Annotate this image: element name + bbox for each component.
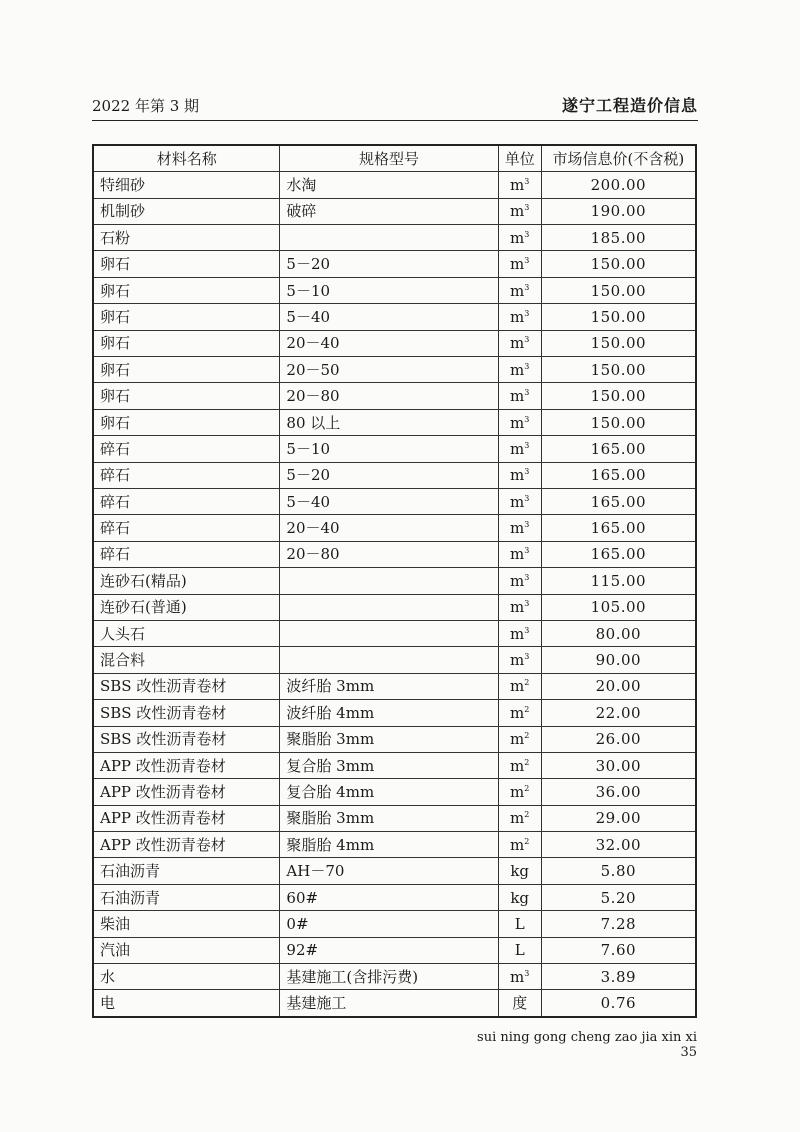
unit-exponent: 3: [524, 467, 530, 477]
market-price: 165.00: [541, 436, 696, 462]
unit-exponent: 2: [524, 836, 530, 846]
table-row: [93, 541, 696, 567]
material-unit: [498, 357, 541, 383]
unit-exponent: 2: [524, 783, 530, 793]
material-unit: [498, 172, 541, 198]
market-price: 36.00: [541, 779, 696, 805]
unit-base: m: [510, 202, 525, 221]
material-unit: [498, 884, 541, 910]
material-unit: [498, 964, 541, 990]
material-spec: 5－20: [280, 251, 498, 277]
market-price: 150.00: [541, 409, 696, 435]
material-unit: [498, 568, 541, 594]
table-row: [93, 647, 696, 673]
material-unit: [498, 911, 541, 937]
market-price: 185.00: [541, 225, 696, 251]
material-name: 碎石: [93, 436, 280, 462]
unit-exponent: 3: [524, 493, 530, 503]
unit-exponent: 3: [524, 652, 530, 662]
material-unit: [498, 541, 541, 567]
market-price: 22.00: [541, 700, 696, 726]
material-spec: 5－10: [280, 277, 498, 303]
material-spec: 20－80: [280, 541, 498, 567]
material-name: 连砂石(普通): [93, 594, 280, 620]
table-row: [93, 172, 696, 198]
market-price: 165.00: [541, 541, 696, 567]
material-spec: 80 以上: [280, 409, 498, 435]
material-spec: 20－50: [280, 357, 498, 383]
market-price: 150.00: [541, 357, 696, 383]
material-name: 碎石: [93, 541, 280, 567]
table-row: [93, 884, 696, 910]
unit-base: m: [510, 677, 525, 696]
table-row: [93, 225, 696, 251]
material-name: 碎石: [93, 515, 280, 541]
table-row: [93, 251, 696, 277]
unit-exponent: 2: [524, 678, 530, 688]
unit-exponent: 3: [524, 388, 530, 398]
page-header: [92, 90, 698, 121]
column-header-spec: 规格型号: [280, 145, 498, 172]
unit-exponent: 2: [524, 757, 530, 767]
unit-exponent: 2: [524, 731, 530, 741]
table-row: [93, 330, 696, 356]
unit-base: m: [510, 255, 525, 274]
issue-label: 2022 年第 3 期: [92, 97, 200, 115]
material-name: APP 改性沥青卷材: [93, 832, 280, 858]
price-table: [92, 144, 697, 1018]
material-spec: 5－40: [280, 304, 498, 330]
unit-base: m: [510, 651, 525, 670]
market-price: 7.60: [541, 937, 696, 963]
unit-exponent: 3: [524, 203, 530, 213]
table-row: [93, 436, 696, 462]
market-price: 7.28: [541, 911, 696, 937]
unit-exponent: 3: [524, 968, 530, 978]
market-price: 115.00: [541, 568, 696, 594]
material-unit: [498, 277, 541, 303]
material-unit: [498, 779, 541, 805]
unit-base: m: [510, 307, 525, 326]
unit-base: m: [510, 334, 525, 353]
material-name: 碎石: [93, 488, 280, 514]
material-name: APP 改性沥青卷材: [93, 752, 280, 778]
material-spec: 60#: [280, 884, 498, 910]
material-name: 水: [93, 964, 280, 990]
material-unit: [498, 620, 541, 646]
material-name: SBS 改性沥青卷材: [93, 726, 280, 752]
market-price: 30.00: [541, 752, 696, 778]
market-price: 165.00: [541, 488, 696, 514]
market-price: 190.00: [541, 198, 696, 224]
material-spec: 5－20: [280, 462, 498, 488]
material-unit: [498, 198, 541, 224]
unit-base: m: [510, 967, 525, 986]
material-spec: 92#: [280, 937, 498, 963]
market-price: 165.00: [541, 462, 696, 488]
page-footer: sui ning gong cheng zao jia xin xi 35: [477, 1030, 697, 1060]
material-spec: [280, 568, 498, 594]
unit-exponent: 3: [524, 546, 530, 556]
table-row: [93, 594, 696, 620]
unit-exponent: 3: [524, 520, 530, 530]
unit-base: m: [510, 466, 525, 485]
table-row: [93, 726, 696, 752]
market-price: 26.00: [541, 726, 696, 752]
material-spec: 复合胎 3mm: [280, 752, 498, 778]
market-price: 80.00: [541, 620, 696, 646]
unit-base: kg: [510, 888, 530, 907]
material-unit: [498, 990, 541, 1017]
market-price: 200.00: [541, 172, 696, 198]
material-name: 连砂石(精品): [93, 568, 280, 594]
material-name: SBS 改性沥青卷材: [93, 673, 280, 699]
material-unit: [498, 225, 541, 251]
table-row: [93, 198, 696, 224]
material-name: 卵石: [93, 357, 280, 383]
material-spec: 基建施工(含排污费): [280, 964, 498, 990]
unit-base: m: [510, 360, 525, 379]
material-spec: [280, 647, 498, 673]
table-row: [93, 277, 696, 303]
column-header-name: 材料名称: [93, 145, 280, 172]
unit-exponent: 3: [524, 440, 530, 450]
unit-base: m: [510, 756, 525, 775]
material-spec: 基建施工: [280, 990, 498, 1017]
table-row: [93, 832, 696, 858]
table-header-row: [93, 145, 696, 172]
table-row: [93, 858, 696, 884]
material-spec: 5－10: [280, 436, 498, 462]
material-name: 石油沥青: [93, 884, 280, 910]
material-unit: [498, 937, 541, 963]
material-spec: 聚脂胎 3mm: [280, 726, 498, 752]
unit-base: m: [510, 809, 525, 828]
market-price: 150.00: [541, 383, 696, 409]
material-unit: [498, 330, 541, 356]
material-unit: [498, 436, 541, 462]
publication-title: 遂宁工程造价信息: [561, 96, 698, 115]
unit-base: m: [510, 413, 525, 432]
market-price: 165.00: [541, 515, 696, 541]
unit-exponent: 3: [524, 229, 530, 239]
material-spec: 波纤胎 4mm: [280, 700, 498, 726]
material-spec: [280, 594, 498, 620]
unit-exponent: 3: [524, 625, 530, 635]
material-unit: [498, 858, 541, 884]
table-row: [93, 409, 696, 435]
material-spec: [280, 620, 498, 646]
table-row: [93, 779, 696, 805]
unit-exponent: 3: [524, 361, 530, 371]
material-unit: [498, 409, 541, 435]
market-price: 150.00: [541, 330, 696, 356]
material-name: 卵石: [93, 409, 280, 435]
market-price: 150.00: [541, 251, 696, 277]
table-row: [93, 383, 696, 409]
material-spec: 波纤胎 3mm: [280, 673, 498, 699]
table-row: [93, 568, 696, 594]
material-unit: [498, 594, 541, 620]
table-row: [93, 911, 696, 937]
material-unit: [498, 515, 541, 541]
material-unit: [498, 700, 541, 726]
unit-base: m: [510, 228, 525, 247]
unit-base: m: [510, 545, 525, 564]
unit-base: m: [510, 730, 525, 749]
material-spec: 20－40: [280, 515, 498, 541]
material-name: 机制砂: [93, 198, 280, 224]
material-unit: [498, 805, 541, 831]
market-price: 0.76: [541, 990, 696, 1017]
material-spec: [280, 225, 498, 251]
material-name: 电: [93, 990, 280, 1017]
table-row: [93, 964, 696, 990]
table-row: [93, 304, 696, 330]
table-row: [93, 515, 696, 541]
market-price: 150.00: [541, 277, 696, 303]
column-header-price: 市场信息价(不含税): [541, 145, 696, 172]
material-name: 卵石: [93, 330, 280, 356]
unit-base: L: [514, 914, 525, 933]
unit-base: m: [510, 387, 525, 406]
material-unit: [498, 726, 541, 752]
material-name: 卵石: [93, 251, 280, 277]
material-spec: AH－70: [280, 858, 498, 884]
unit-base: m: [510, 782, 525, 801]
market-price: 5.80: [541, 858, 696, 884]
column-header-unit: 单位: [498, 145, 541, 172]
table-body: [93, 172, 696, 1017]
table-row: [93, 673, 696, 699]
material-unit: [498, 752, 541, 778]
material-spec: 聚脂胎 3mm: [280, 805, 498, 831]
material-unit: [498, 462, 541, 488]
unit-base: m: [510, 571, 525, 590]
unit-base: m: [510, 703, 525, 722]
material-unit: [498, 673, 541, 699]
unit-exponent: 3: [524, 414, 530, 424]
unit-exponent: 2: [524, 810, 530, 820]
table-row: [93, 357, 696, 383]
market-price: 150.00: [541, 304, 696, 330]
market-price: 5.20: [541, 884, 696, 910]
market-price: 90.00: [541, 647, 696, 673]
unit-base: m: [510, 598, 525, 617]
table-row: [93, 620, 696, 646]
table-row: [93, 462, 696, 488]
unit-exponent: 3: [524, 335, 530, 345]
unit-base: m: [510, 439, 525, 458]
material-name: 卵石: [93, 383, 280, 409]
material-name: 石油沥青: [93, 858, 280, 884]
table-row: [93, 752, 696, 778]
material-spec: 20－80: [280, 383, 498, 409]
material-unit: [498, 251, 541, 277]
table-row: [93, 488, 696, 514]
material-spec: 20－40: [280, 330, 498, 356]
market-price: 20.00: [541, 673, 696, 699]
material-name: 卵石: [93, 277, 280, 303]
table-row: [93, 990, 696, 1017]
table-row: [93, 700, 696, 726]
table-row: [93, 937, 696, 963]
unit-base: m: [510, 835, 525, 854]
material-name: APP 改性沥青卷材: [93, 805, 280, 831]
material-name: 石粉: [93, 225, 280, 251]
material-unit: [498, 304, 541, 330]
material-unit: [498, 383, 541, 409]
material-name: SBS 改性沥青卷材: [93, 700, 280, 726]
unit-base: L: [514, 941, 525, 960]
material-unit: [498, 647, 541, 673]
unit-base: m: [510, 175, 525, 194]
unit-base: m: [510, 519, 525, 538]
material-name: 特细砂: [93, 172, 280, 198]
material-spec: 破碎: [280, 198, 498, 224]
unit-exponent: 3: [524, 599, 530, 609]
material-spec: 水淘: [280, 172, 498, 198]
material-name: 柴油: [93, 911, 280, 937]
material-name: 汽油: [93, 937, 280, 963]
unit-base: 度: [512, 994, 528, 1013]
material-name: 碎石: [93, 462, 280, 488]
market-price: 3.89: [541, 964, 696, 990]
unit-base: m: [510, 624, 525, 643]
unit-exponent: 2: [524, 704, 530, 714]
material-spec: 5－40: [280, 488, 498, 514]
material-name: APP 改性沥青卷材: [93, 779, 280, 805]
market-price: 105.00: [541, 594, 696, 620]
unit-exponent: 3: [524, 282, 530, 292]
material-name: 混合料: [93, 647, 280, 673]
unit-exponent: 3: [524, 572, 530, 582]
material-spec: 0#: [280, 911, 498, 937]
material-name: 人头石: [93, 620, 280, 646]
unit-base: m: [510, 492, 525, 511]
material-name: 卵石: [93, 304, 280, 330]
material-unit: [498, 832, 541, 858]
table-row: [93, 805, 696, 831]
market-price: 32.00: [541, 832, 696, 858]
market-price: 29.00: [541, 805, 696, 831]
unit-exponent: 3: [524, 256, 530, 266]
unit-base: m: [510, 281, 525, 300]
material-spec: 聚脂胎 4mm: [280, 832, 498, 858]
unit-exponent: 3: [524, 176, 530, 186]
unit-base: kg: [510, 862, 530, 881]
unit-exponent: 3: [524, 308, 530, 318]
material-spec: 复合胎 4mm: [280, 779, 498, 805]
material-unit: [498, 488, 541, 514]
